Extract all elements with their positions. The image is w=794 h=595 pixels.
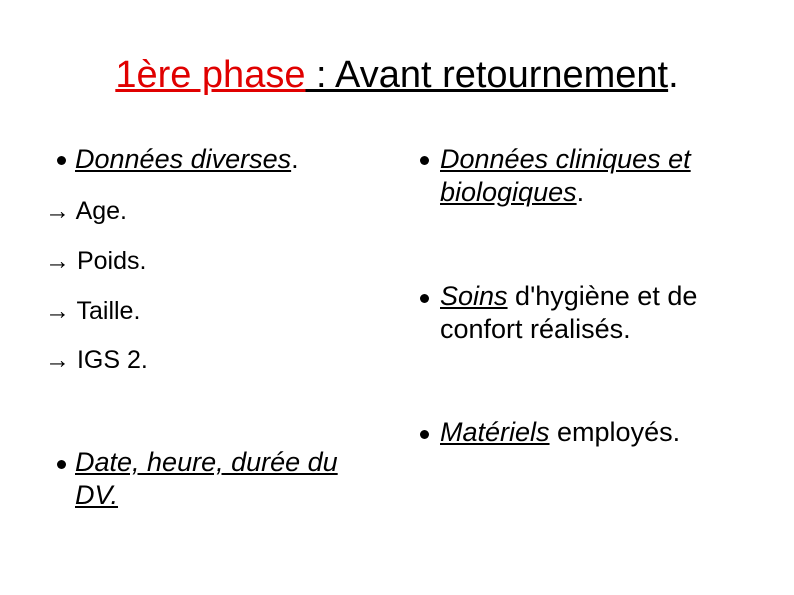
sub-item-poids: → Poids. (45, 247, 147, 275)
bullet-label: Données diverses (75, 144, 292, 174)
sub-item-igs2: → IGS 2. (45, 346, 148, 374)
bullet-tail: . (576, 177, 585, 207)
bullet-label: Matériels (440, 417, 550, 447)
bullet-materiels (440, 416, 680, 449)
bullet-rest: employés. (549, 417, 681, 447)
title-period: . (668, 54, 679, 96)
bullet-line1: Données cliniques et (440, 144, 691, 174)
bullet-tail: . (291, 144, 299, 174)
bullet-soins (440, 280, 697, 346)
bullet-dot (420, 156, 429, 165)
slide-title (0, 50, 794, 100)
bullet-line2: confort réalisés. (440, 314, 631, 344)
bullet-line2: biologiques (440, 177, 577, 207)
sub-item-taille: → Taille. (45, 297, 141, 325)
bullet-dot (420, 430, 429, 439)
bullet-line2: DV. (75, 480, 119, 510)
bullet-dot (57, 460, 66, 469)
bullet-dot (57, 156, 66, 165)
sub-item-age: → Age. (45, 197, 127, 225)
bullet-date-heure (75, 446, 338, 512)
bullet-donnees-cliniques (440, 143, 691, 209)
bullet-line1: Date, heure, durée du (75, 447, 338, 477)
title-subject: : Avant retournement (305, 54, 669, 96)
bullet-label: Soins (440, 281, 508, 311)
title-phase: 1ère phase (115, 54, 306, 96)
bullet-rest: d'hygiène et de (507, 281, 698, 311)
bullet-donnees-diverses (75, 143, 299, 176)
bullet-dot (420, 294, 429, 303)
